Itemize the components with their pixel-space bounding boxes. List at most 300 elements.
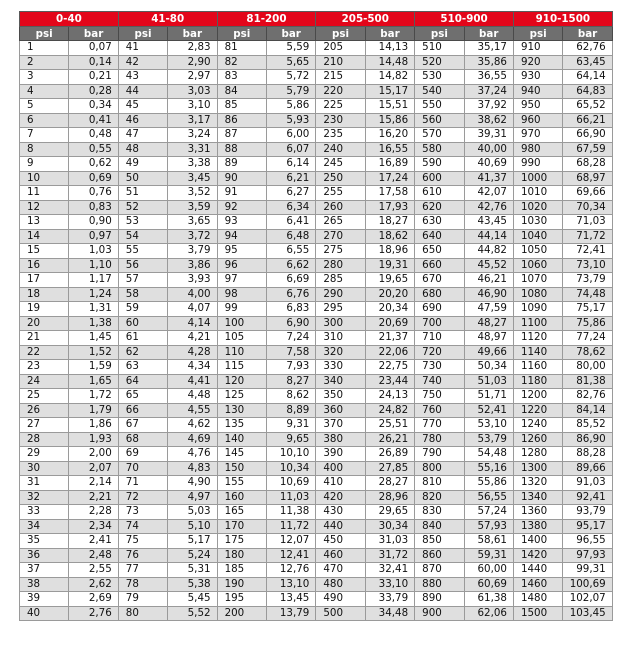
bar-cell: 63,45 <box>563 55 612 70</box>
bar-cell: 45,52 <box>464 258 513 273</box>
psi-cell: 79 <box>118 592 167 607</box>
table-row <box>20 157 613 172</box>
bar-cell: 0,83 <box>69 200 118 215</box>
psi-cell: 770 <box>415 418 464 433</box>
bar-cell: 19,65 <box>365 273 414 288</box>
psi-cell: 76 <box>118 548 167 563</box>
psi-cell: 850 <box>415 534 464 549</box>
psi-cell: 780 <box>415 432 464 447</box>
psi-cell: 51 <box>118 186 167 201</box>
psi-cell: 160 <box>217 490 266 505</box>
psi-cell: 40 <box>20 606 69 621</box>
bar-cell: 61,38 <box>464 592 513 607</box>
bar-cell: 6,14 <box>266 157 315 172</box>
bar-cell: 6,76 <box>266 287 315 302</box>
bar-cell: 10,34 <box>266 461 315 476</box>
table-row <box>20 461 613 476</box>
bar-cell: 4,76 <box>168 447 217 462</box>
psi-cell: 1100 <box>513 316 562 331</box>
psi-cell: 460 <box>316 548 365 563</box>
bar-cell: 4,69 <box>168 432 217 447</box>
table-row <box>20 128 613 143</box>
bar-cell: 49,66 <box>464 345 513 360</box>
bar-cell: 16,89 <box>365 157 414 172</box>
bar-cell: 88,28 <box>563 447 612 462</box>
bar-cell: 15,86 <box>365 113 414 128</box>
bar-cell: 1,93 <box>69 432 118 447</box>
psi-cell: 980 <box>513 142 562 157</box>
psi-cell: 1030 <box>513 215 562 230</box>
bar-cell: 2,07 <box>69 461 118 476</box>
bar-cell: 7,58 <box>266 345 315 360</box>
psi-cell: 44 <box>118 84 167 99</box>
bar-cell: 51,71 <box>464 389 513 404</box>
psi-cell: 205 <box>316 41 365 56</box>
bar-cell: 4,97 <box>168 490 217 505</box>
unit-header-row <box>20 27 613 41</box>
bar-cell: 70,34 <box>563 200 612 215</box>
psi-cell: 43 <box>118 70 167 85</box>
psi-cell: 36 <box>20 548 69 563</box>
bar-cell: 17,93 <box>365 200 414 215</box>
psi-cell: 810 <box>415 476 464 491</box>
bar-cell: 4,83 <box>168 461 217 476</box>
psi-cell: 200 <box>217 606 266 621</box>
psi-cell: 64 <box>118 374 167 389</box>
bar-cell: 50,34 <box>464 360 513 375</box>
bar-cell: 24,82 <box>365 403 414 418</box>
bar-cell: 21,37 <box>365 331 414 346</box>
conversion-table-container <box>19 11 612 621</box>
bar-column-header: bar <box>464 27 513 41</box>
range-header: 81-200 <box>217 12 316 27</box>
psi-cell: 74 <box>118 519 167 534</box>
psi-cell: 3 <box>20 70 69 85</box>
bar-cell: 20,34 <box>365 302 414 317</box>
bar-cell: 8,89 <box>266 403 315 418</box>
psi-cell: 31 <box>20 476 69 491</box>
bar-cell: 1,24 <box>69 287 118 302</box>
table-row <box>20 548 613 563</box>
psi-cell: 62 <box>118 345 167 360</box>
psi-cell: 63 <box>118 360 167 375</box>
bar-cell: 28,27 <box>365 476 414 491</box>
bar-cell: 11,72 <box>266 519 315 534</box>
bar-cell: 1,52 <box>69 345 118 360</box>
psi-cell: 750 <box>415 389 464 404</box>
psi-cell: 66 <box>118 403 167 418</box>
range-header-row <box>20 12 613 27</box>
bar-cell: 18,27 <box>365 215 414 230</box>
psi-cell: 115 <box>217 360 266 375</box>
psi-cell: 690 <box>415 302 464 317</box>
bar-cell: 0,55 <box>69 142 118 157</box>
psi-cell: 620 <box>415 200 464 215</box>
psi-cell: 20 <box>20 316 69 331</box>
psi-cell: 45 <box>118 99 167 114</box>
psi-cell: 57 <box>118 273 167 288</box>
table-row <box>20 244 613 259</box>
bar-cell: 67,59 <box>563 142 612 157</box>
psi-cell: 940 <box>513 84 562 99</box>
bar-cell: 38,62 <box>464 113 513 128</box>
psi-cell: 420 <box>316 490 365 505</box>
bar-cell: 1,45 <box>69 331 118 346</box>
psi-cell: 26 <box>20 403 69 418</box>
bar-cell: 58,61 <box>464 534 513 549</box>
psi-bar-conversion-table <box>19 11 613 621</box>
bar-cell: 85,52 <box>563 418 612 433</box>
psi-cell: 960 <box>513 113 562 128</box>
bar-cell: 57,24 <box>464 505 513 520</box>
psi-cell: 870 <box>415 563 464 578</box>
bar-cell: 11,03 <box>266 490 315 505</box>
psi-cell: 275 <box>316 244 365 259</box>
psi-cell: 41 <box>118 41 167 56</box>
psi-cell: 88 <box>217 142 266 157</box>
psi-column-header: psi <box>217 27 266 41</box>
bar-cell: 62,76 <box>563 41 612 56</box>
psi-cell: 50 <box>118 171 167 186</box>
psi-cell: 830 <box>415 505 464 520</box>
bar-cell: 65,52 <box>563 99 612 114</box>
psi-cell: 380 <box>316 432 365 447</box>
bar-cell: 2,34 <box>69 519 118 534</box>
psi-cell: 1400 <box>513 534 562 549</box>
psi-cell: 1120 <box>513 331 562 346</box>
psi-cell: 1090 <box>513 302 562 317</box>
psi-cell: 680 <box>415 287 464 302</box>
psi-cell: 65 <box>118 389 167 404</box>
psi-cell: 230 <box>316 113 365 128</box>
bar-cell: 37,92 <box>464 99 513 114</box>
psi-cell: 77 <box>118 563 167 578</box>
psi-cell: 30 <box>20 461 69 476</box>
table-row <box>20 258 613 273</box>
table-row <box>20 41 613 56</box>
bar-cell: 28,96 <box>365 490 414 505</box>
bar-cell: 103,45 <box>563 606 612 621</box>
psi-cell: 610 <box>415 186 464 201</box>
psi-cell: 1010 <box>513 186 562 201</box>
bar-cell: 80,00 <box>563 360 612 375</box>
bar-cell: 0,69 <box>69 171 118 186</box>
psi-cell: 290 <box>316 287 365 302</box>
psi-cell: 1280 <box>513 447 562 462</box>
psi-cell: 96 <box>217 258 266 273</box>
psi-cell: 580 <box>415 142 464 157</box>
bar-cell: 4,48 <box>168 389 217 404</box>
psi-cell: 330 <box>316 360 365 375</box>
bar-cell: 5,72 <box>266 70 315 85</box>
psi-cell: 600 <box>415 171 464 186</box>
psi-cell: 530 <box>415 70 464 85</box>
range-header: 910-1500 <box>513 12 612 27</box>
bar-cell: 1,31 <box>69 302 118 317</box>
psi-cell: 89 <box>217 157 266 172</box>
bar-cell: 35,17 <box>464 41 513 56</box>
bar-cell: 64,14 <box>563 70 612 85</box>
bar-cell: 3,45 <box>168 171 217 186</box>
table-row <box>20 55 613 70</box>
bar-cell: 13,10 <box>266 577 315 592</box>
bar-cell: 23,44 <box>365 374 414 389</box>
bar-cell: 5,86 <box>266 99 315 114</box>
bar-cell: 3,52 <box>168 186 217 201</box>
bar-cell: 19,31 <box>365 258 414 273</box>
bar-cell: 5,93 <box>266 113 315 128</box>
psi-cell: 390 <box>316 447 365 462</box>
bar-cell: 3,03 <box>168 84 217 99</box>
bar-cell: 3,17 <box>168 113 217 128</box>
bar-cell: 17,58 <box>365 186 414 201</box>
bar-cell: 59,31 <box>464 548 513 563</box>
bar-cell: 5,38 <box>168 577 217 592</box>
bar-cell: 5,52 <box>168 606 217 621</box>
psi-cell: 720 <box>415 345 464 360</box>
psi-cell: 560 <box>415 113 464 128</box>
bar-cell: 39,31 <box>464 128 513 143</box>
table-row <box>20 389 613 404</box>
bar-cell: 69,66 <box>563 186 612 201</box>
bar-cell: 1,03 <box>69 244 118 259</box>
bar-cell: 5,59 <box>266 41 315 56</box>
psi-cell: 99 <box>217 302 266 317</box>
bar-cell: 26,21 <box>365 432 414 447</box>
psi-cell: 53 <box>118 215 167 230</box>
psi-cell: 240 <box>316 142 365 157</box>
bar-cell: 7,93 <box>266 360 315 375</box>
bar-cell: 47,59 <box>464 302 513 317</box>
psi-cell: 75 <box>118 534 167 549</box>
bar-cell: 5,10 <box>168 519 217 534</box>
table-row <box>20 273 613 288</box>
psi-cell: 480 <box>316 577 365 592</box>
psi-cell: 260 <box>316 200 365 215</box>
table-row <box>20 476 613 491</box>
bar-cell: 35,86 <box>464 55 513 70</box>
psi-cell: 400 <box>316 461 365 476</box>
bar-cell: 60,69 <box>464 577 513 592</box>
bar-cell: 42,76 <box>464 200 513 215</box>
psi-cell: 37 <box>20 563 69 578</box>
bar-cell: 48,27 <box>464 316 513 331</box>
psi-cell: 510 <box>415 41 464 56</box>
psi-cell: 320 <box>316 345 365 360</box>
psi-cell: 67 <box>118 418 167 433</box>
psi-cell: 83 <box>217 70 266 85</box>
bar-cell: 40,00 <box>464 142 513 157</box>
bar-cell: 68,28 <box>563 157 612 172</box>
psi-cell: 55 <box>118 244 167 259</box>
bar-cell: 5,45 <box>168 592 217 607</box>
table-row <box>20 592 613 607</box>
table-row <box>20 316 613 331</box>
psi-column-header: psi <box>316 27 365 41</box>
bar-cell: 71,72 <box>563 229 612 244</box>
bar-cell: 2,90 <box>168 55 217 70</box>
bar-cell: 4,34 <box>168 360 217 375</box>
bar-cell: 0,34 <box>69 99 118 114</box>
bar-cell: 31,72 <box>365 548 414 563</box>
bar-cell: 2,21 <box>69 490 118 505</box>
bar-cell: 6,48 <box>266 229 315 244</box>
bar-cell: 5,24 <box>168 548 217 563</box>
bar-column-header: bar <box>69 27 118 41</box>
psi-cell: 49 <box>118 157 167 172</box>
bar-cell: 48,97 <box>464 331 513 346</box>
psi-cell: 10 <box>20 171 69 186</box>
psi-cell: 300 <box>316 316 365 331</box>
table-row <box>20 519 613 534</box>
psi-cell: 630 <box>415 215 464 230</box>
psi-cell: 27 <box>20 418 69 433</box>
bar-cell: 75,86 <box>563 316 612 331</box>
psi-cell: 150 <box>217 461 266 476</box>
bar-cell: 22,75 <box>365 360 414 375</box>
bar-cell: 31,03 <box>365 534 414 549</box>
psi-cell: 58 <box>118 287 167 302</box>
psi-cell: 105 <box>217 331 266 346</box>
bar-cell: 46,90 <box>464 287 513 302</box>
psi-cell: 87 <box>217 128 266 143</box>
bar-cell: 9,65 <box>266 432 315 447</box>
psi-cell: 310 <box>316 331 365 346</box>
psi-cell: 16 <box>20 258 69 273</box>
bar-cell: 36,55 <box>464 70 513 85</box>
bar-cell: 2,48 <box>69 548 118 563</box>
table-row <box>20 432 613 447</box>
table-row <box>20 171 613 186</box>
psi-cell: 80 <box>118 606 167 621</box>
bar-cell: 20,69 <box>365 316 414 331</box>
bar-cell: 24,13 <box>365 389 414 404</box>
psi-column-header: psi <box>118 27 167 41</box>
table-row <box>20 142 613 157</box>
psi-cell: 1440 <box>513 563 562 578</box>
bar-cell: 0,07 <box>69 41 118 56</box>
bar-cell: 4,07 <box>168 302 217 317</box>
bar-cell: 75,17 <box>563 302 612 317</box>
bar-cell: 18,96 <box>365 244 414 259</box>
psi-cell: 1480 <box>513 592 562 607</box>
bar-cell: 5,17 <box>168 534 217 549</box>
psi-cell: 145 <box>217 447 266 462</box>
bar-cell: 97,93 <box>563 548 612 563</box>
psi-cell: 500 <box>316 606 365 621</box>
bar-cell: 42,07 <box>464 186 513 201</box>
psi-cell: 69 <box>118 447 167 462</box>
psi-cell: 640 <box>415 229 464 244</box>
bar-cell: 4,14 <box>168 316 217 331</box>
bar-cell: 1,10 <box>69 258 118 273</box>
bar-cell: 0,90 <box>69 215 118 230</box>
bar-cell: 66,21 <box>563 113 612 128</box>
psi-cell: 1040 <box>513 229 562 244</box>
psi-cell: 14 <box>20 229 69 244</box>
bar-cell: 7,24 <box>266 331 315 346</box>
bar-cell: 16,55 <box>365 142 414 157</box>
psi-cell: 210 <box>316 55 365 70</box>
psi-cell: 97 <box>217 273 266 288</box>
psi-cell: 5 <box>20 99 69 114</box>
psi-cell: 215 <box>316 70 365 85</box>
table-row <box>20 577 613 592</box>
psi-cell: 72 <box>118 490 167 505</box>
bar-cell: 26,89 <box>365 447 414 462</box>
bar-cell: 8,27 <box>266 374 315 389</box>
bar-cell: 74,48 <box>563 287 612 302</box>
psi-column-header: psi <box>415 27 464 41</box>
bar-cell: 0,62 <box>69 157 118 172</box>
bar-cell: 34,48 <box>365 606 414 621</box>
bar-cell: 6,21 <box>266 171 315 186</box>
bar-cell: 81,38 <box>563 374 612 389</box>
psi-cell: 23 <box>20 360 69 375</box>
bar-cell: 46,21 <box>464 273 513 288</box>
range-header: 205-500 <box>316 12 415 27</box>
bar-cell: 1,17 <box>69 273 118 288</box>
psi-cell: 54 <box>118 229 167 244</box>
psi-cell: 295 <box>316 302 365 317</box>
psi-cell: 81 <box>217 41 266 56</box>
bar-cell: 40,69 <box>464 157 513 172</box>
bar-cell: 68,97 <box>563 171 612 186</box>
bar-cell: 2,28 <box>69 505 118 520</box>
table-row <box>20 490 613 505</box>
bar-column-header: bar <box>168 27 217 41</box>
table-row <box>20 345 613 360</box>
bar-cell: 0,97 <box>69 229 118 244</box>
bar-cell: 14,82 <box>365 70 414 85</box>
bar-cell: 60,00 <box>464 563 513 578</box>
psi-cell: 430 <box>316 505 365 520</box>
psi-cell: 165 <box>217 505 266 520</box>
bar-cell: 44,14 <box>464 229 513 244</box>
bar-cell: 3,86 <box>168 258 217 273</box>
psi-cell: 225 <box>316 99 365 114</box>
range-header: 0-40 <box>20 12 119 27</box>
psi-cell: 900 <box>415 606 464 621</box>
psi-cell: 90 <box>217 171 266 186</box>
psi-cell: 6 <box>20 113 69 128</box>
psi-cell: 13 <box>20 215 69 230</box>
psi-cell: 61 <box>118 331 167 346</box>
table-row <box>20 70 613 85</box>
bar-cell: 9,31 <box>266 418 315 433</box>
bar-cell: 33,10 <box>365 577 414 592</box>
psi-cell: 1260 <box>513 432 562 447</box>
bar-cell: 73,10 <box>563 258 612 273</box>
bar-cell: 0,14 <box>69 55 118 70</box>
psi-cell: 42 <box>118 55 167 70</box>
psi-cell: 340 <box>316 374 365 389</box>
psi-cell: 570 <box>415 128 464 143</box>
psi-cell: 140 <box>217 432 266 447</box>
psi-cell: 48 <box>118 142 167 157</box>
psi-cell: 15 <box>20 244 69 259</box>
bar-cell: 4,21 <box>168 331 217 346</box>
bar-cell: 86,90 <box>563 432 612 447</box>
bar-cell: 96,55 <box>563 534 612 549</box>
bar-cell: 0,21 <box>69 70 118 85</box>
table-row <box>20 200 613 215</box>
psi-cell: 650 <box>415 244 464 259</box>
bar-cell: 8,62 <box>266 389 315 404</box>
psi-cell: 84 <box>217 84 266 99</box>
table-row <box>20 84 613 99</box>
psi-cell: 660 <box>415 258 464 273</box>
